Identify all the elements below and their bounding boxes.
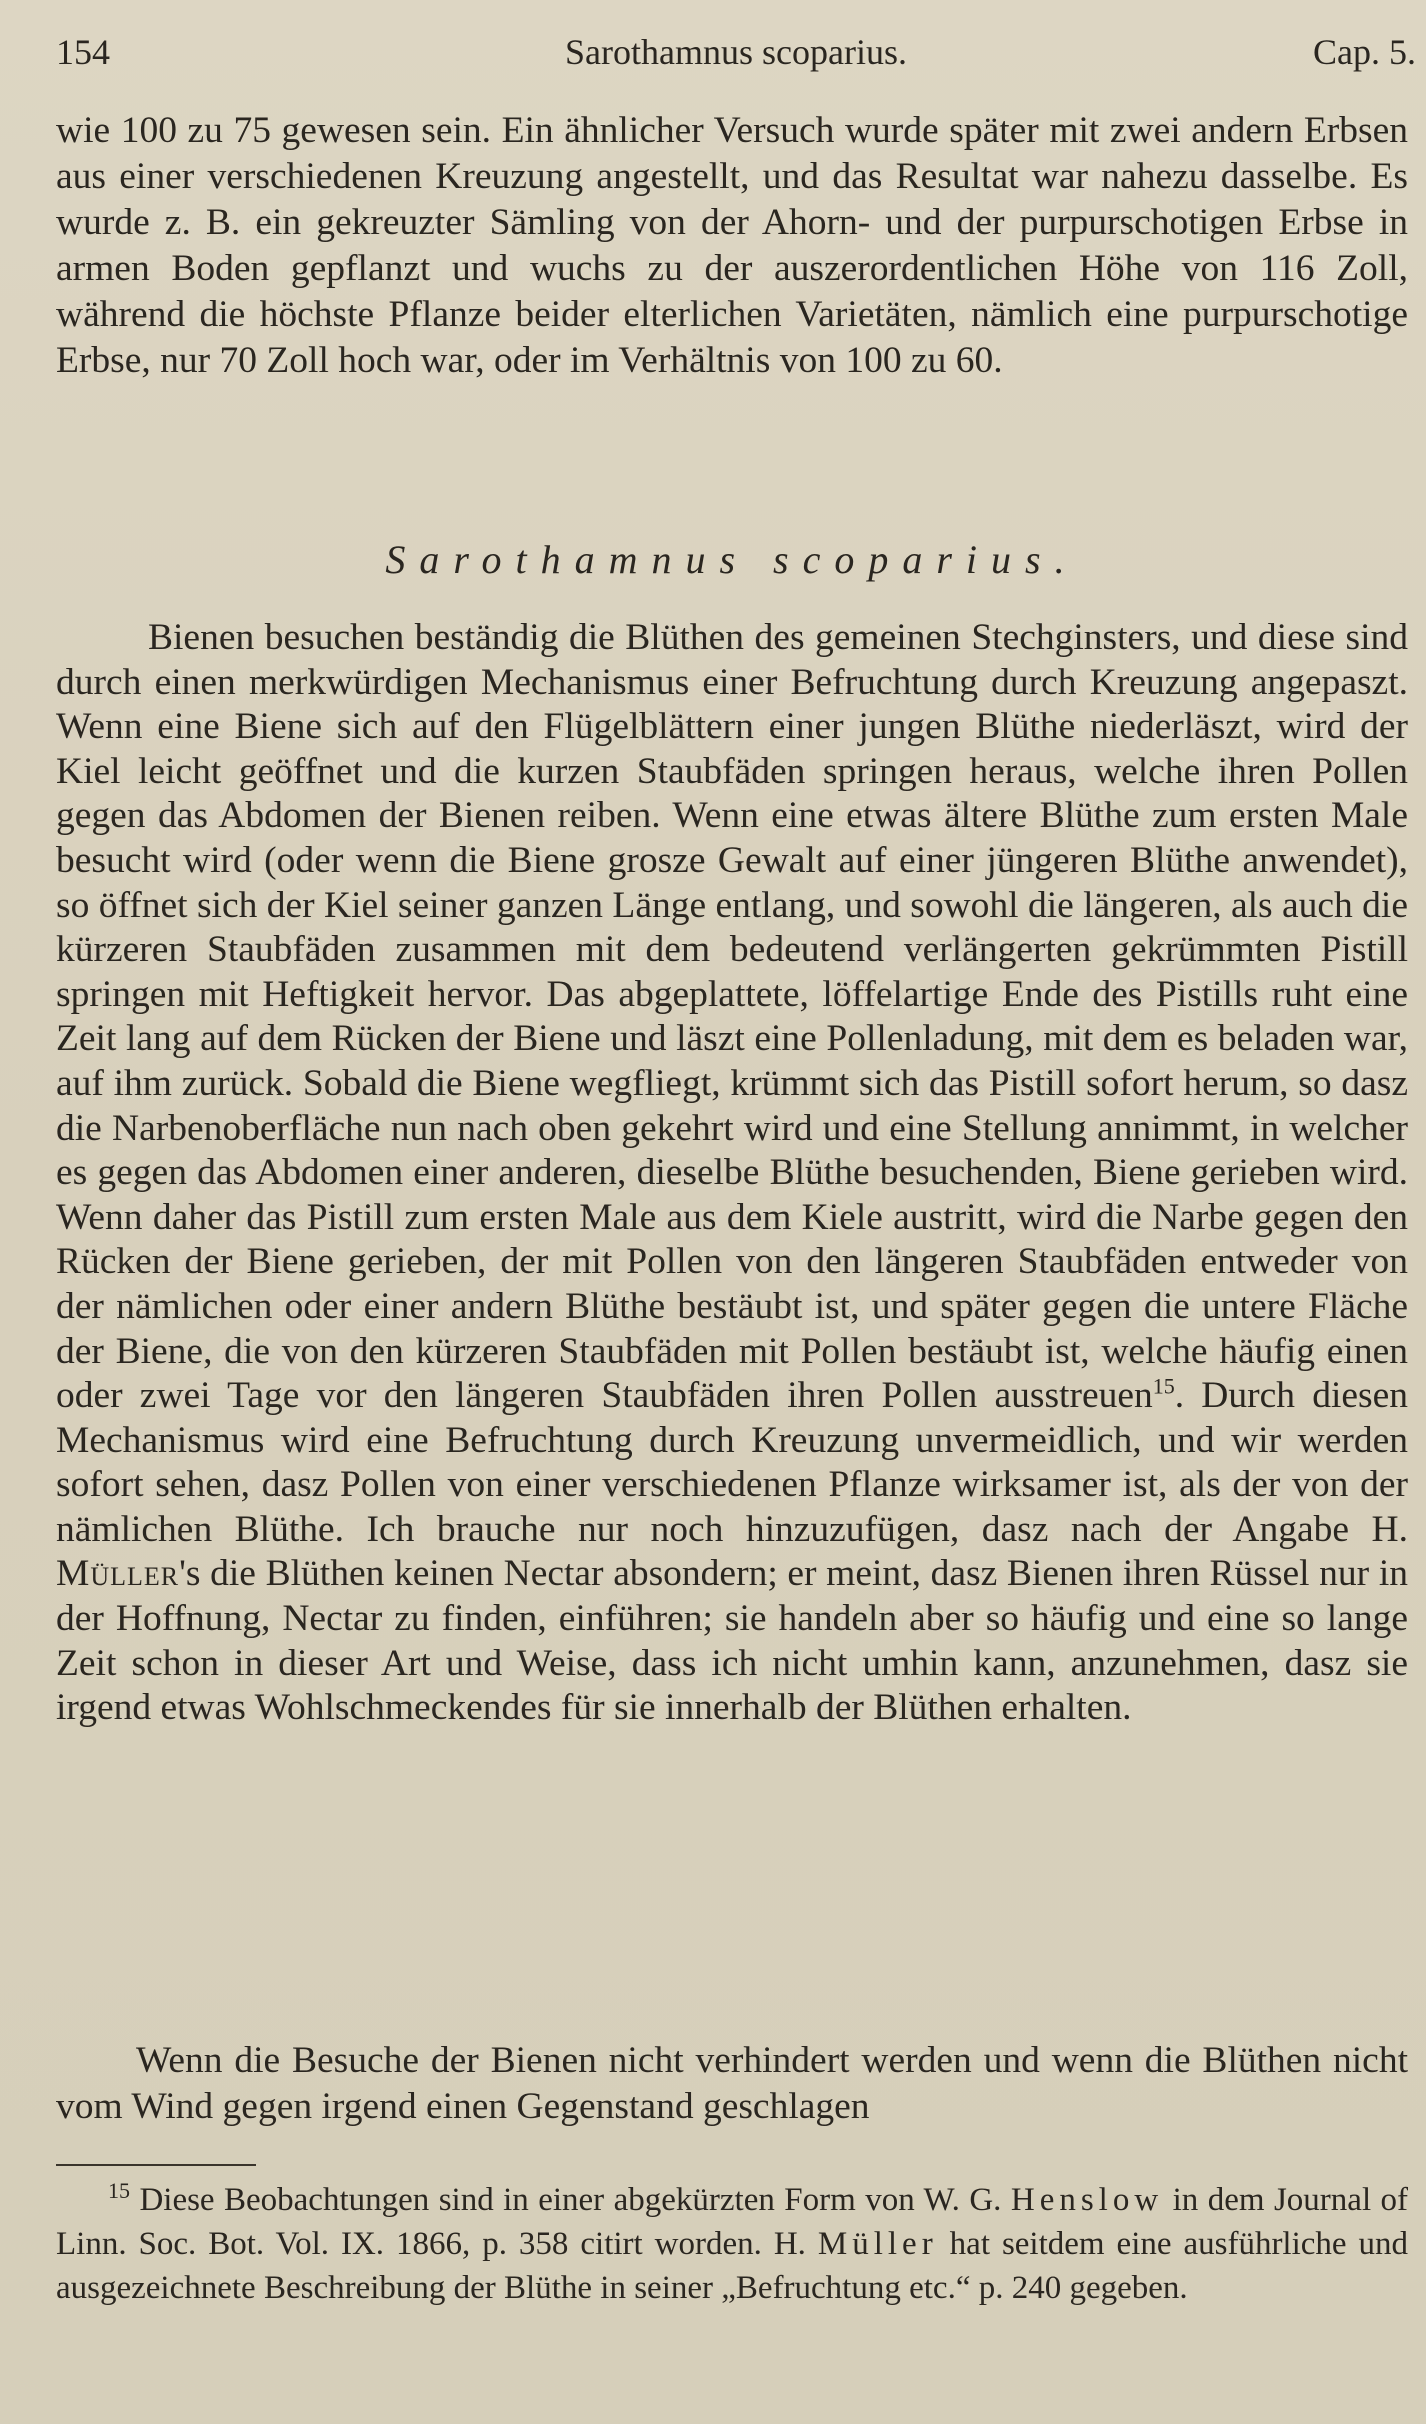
running-title: Sarothamnus scoparius.	[565, 32, 907, 72]
paragraph-next: Wenn die Besuche der Bienen nicht verhindert werden und wenn die Blüthen nicht vom Wind gegen irgend einen Gegenstand geschlagen	[56, 2040, 1408, 2127]
section-title: Sarothamnus scoparius.	[385, 537, 1079, 582]
chapter-label: Cap. 5.	[1313, 32, 1416, 72]
paragraph-main	[56, 616, 1408, 1731]
page-header	[56, 22, 1416, 82]
paragraph-text: . Durch diesen Mechanismus wird eine Befruchtung durch Kreuzung unvermeidlich, und wir werden sofort sehen, dasz Pollen von einer verschiedenen Pflanze wirksamer ist, als der von der nämlichen Blüthe. Ich brauche nur noch hinzuzufügen, dasz nach der Angabe H.	[56, 1375, 1408, 1550]
paragraph-text: 's die Blüthen keinen Nectar absondern; er meint, dasz Bienen ihren Rüssel nur in der Hoffnung, Nectar zu finden, einführen; sie handeln aber so häufig und eine so lange Zeit schon in dieser Art und Weise, dass ich nicht umhin kann, anzunehmen, dasz sie irgend etwas Wohlschmeckendes für sie innerhalb der Blüthen erhalten.	[56, 1553, 1408, 1729]
footnote-author-name: Henslow	[1010, 2182, 1164, 2218]
paragraph-text: Bienen besuchen beständig die Blüthen des gemeinen Stechginsters, und diese sind durch einen merkwürdigen Mechanismus einer Befruchtung durch Kreuzung angepaszt. Wenn eine Biene sich auf den Flügelblättern einer jungen Blüthe niederläszt, wird der Kiel leicht geöffnet und die kurzen Staubfäden springen heraus, welche ihren Pollen gegen das Abdomen der Bienen reiben. Wenn eine etwas ältere Blüthe zum ersten Male besucht wird (oder wenn die Biene grosze Gewalt auf einer jüngeren Blüthe anwendet), so öffnet sich der Kiel seiner ganzen Länge entlang, und sowohl die längeren, als auch die kürzeren Staubfäden zusammen mit dem bedeutend verlängerten gekrümmten Pistill springen mit Heftigkeit hervor. Das abgeplattete, löffelartige Ende des Pistills ruht eine Zeit lang auf dem Rücken der Biene und läszt eine Pollenladung, mit dem es beladen war, auf ihm zurück. Sobald die Biene wegfliegt, krümmt sich das Pistill sofort herum, so dasz die Narbenoberfläche nun nach oben gekehrt wird und eine Stellung annimmt, in welcher es gegen das Abdomen einer anderen, dieselbe Blüthe besuchenden, Biene gerieben wird. Wenn daher das Pistill zum ersten Male aus dem Kiele austritt, wird die Narbe gegen den Rücken der Biene gerieben, der mit Pollen von den längeren Staubfäden entweder von der nämlichen oder einer andern Blüthe bestäubt ist, und später gegen die untere Fläche der Biene, die von den kürzeren Staubfäden mit Pollen bestäubt ist, welche häufig einen oder zwei Tage vor den längeren Staubfäden ihren Pollen ausstreuen	[56, 617, 1408, 1417]
footnote-divider	[56, 2164, 256, 2166]
author-name: Müller	[56, 1553, 180, 1595]
footnote-text: in dem Journal of Linn. Soc. Bot. Vol. IX. 1866, p. 358 citirt worden. H.	[56, 2182, 1409, 2262]
page-number: 154	[56, 32, 110, 72]
footnote-reference: 15	[1152, 1373, 1175, 1399]
footnote-text: Diese Beobachtungen sind in einer abgekürzten Form von W. G.	[139, 2182, 1002, 2218]
footnote-text: hat seitdem eine ausführliche und ausgezeichnete Beschreibung der Blüthe in seiner „Befruchtung etc.“ p. 240 gegeben.	[56, 2226, 1409, 2306]
paragraph-continuation: wie 100 zu 75 gewesen sein. Ein ähnlicher Versuch wurde später mit zwei andern Erbsen aus einer verschiedenen Kreuzung angestellt, und das Resultat war nahezu dasselbe. Es wurde z. B. ein gekreuzter Sämling von der Ahorn- und der purpurschotigen Erbse in armen Boden gepflanzt und wuchs zu der auszerordentlichen Höhe von 116 Zoll, während die höchste Pflanze beider elterlichen Varietäten, nämlich eine purpurschotige Erbse, nur 70 Zoll hoch war, oder im Verhältnis von 100 zu 60.	[56, 110, 1408, 381]
footnote-number: 15	[108, 2178, 130, 2203]
footnote	[56, 2178, 1408, 2310]
footnote-author-name: Müller	[817, 2226, 938, 2262]
